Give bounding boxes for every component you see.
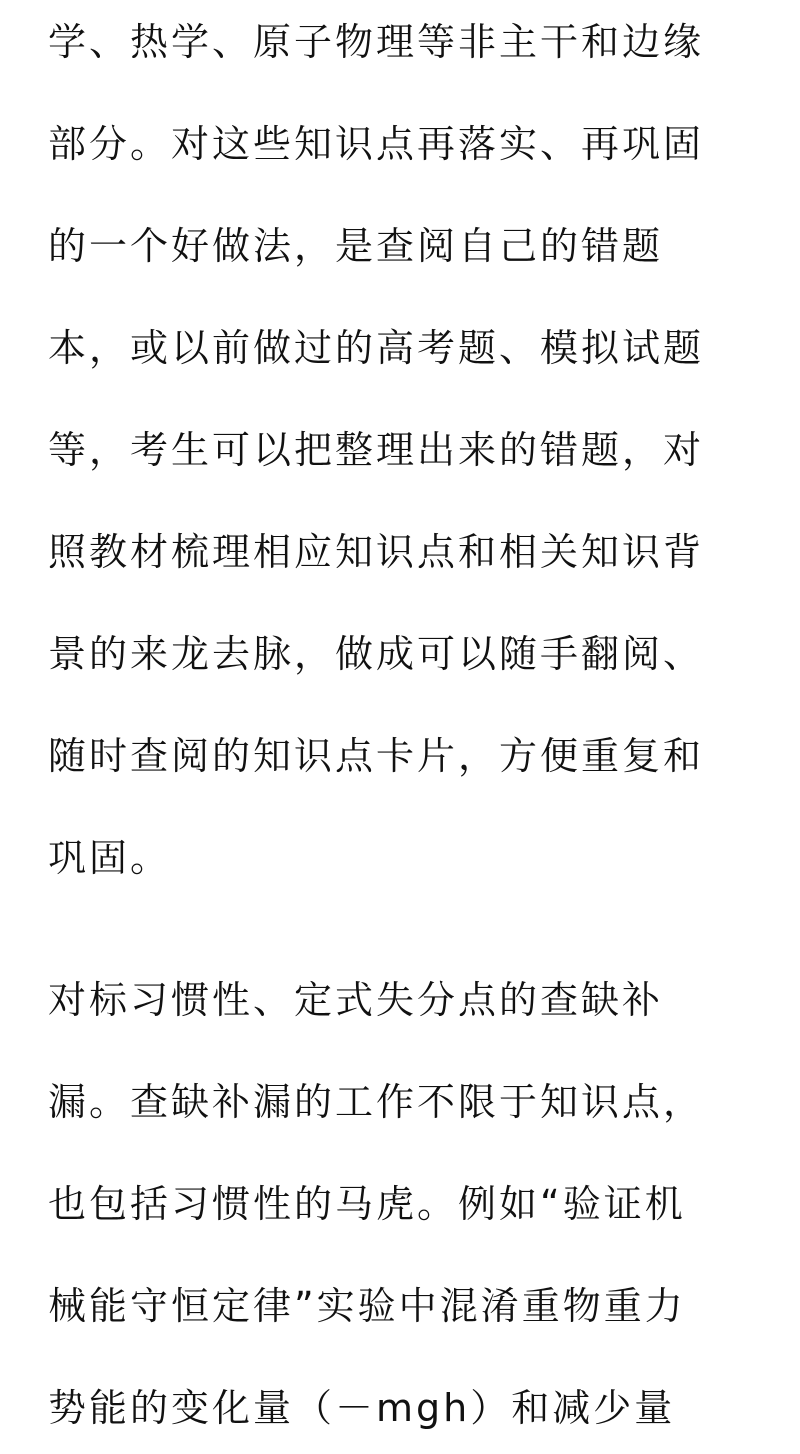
text-line: 本，或以前做过的高考题、模拟试题	[48, 326, 705, 370]
text-line: 部分。对这些知识点再落实、再巩固	[48, 122, 705, 166]
text-line: 的一个好做法，是查阅自己的错题	[48, 224, 664, 268]
text-line: 学、热学、原子物理等非主干和边缘	[48, 20, 705, 64]
text-line: 等，考生可以把整理出来的错题，对	[48, 428, 705, 472]
article-text	[48, 0, 758, 1454]
text-line: 对标习惯性、定式失分点的查缺补	[48, 978, 664, 1022]
text-line: 漏。查缺补漏的工作不限于知识点，	[48, 1080, 705, 1124]
text-line: 械能守恒定律”实验中混淆重物重力	[48, 1284, 686, 1328]
text-line: 巩固。	[48, 836, 172, 880]
text-line: 也包括习惯性的马虎。例如“验证机	[48, 1182, 686, 1226]
text-line: 随时查阅的知识点卡片，方便重复和	[48, 734, 705, 778]
text-line: 照教材梳理相应知识点和相关知识背	[48, 530, 705, 574]
text-line: 景的来龙去脉，做成可以随手翻阅、	[48, 632, 705, 676]
text-line: 势能的变化量（－mgh）和减少量	[48, 1386, 676, 1430]
